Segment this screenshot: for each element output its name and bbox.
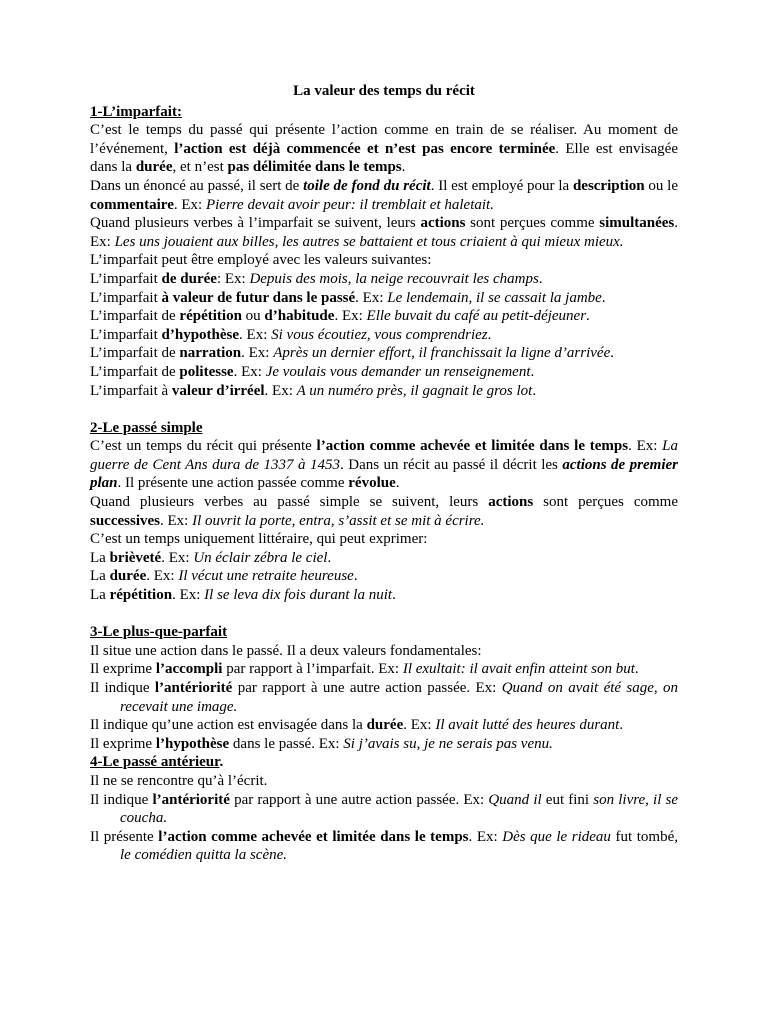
text-run: . Il est employé pour la xyxy=(430,177,573,194)
text-run: . xyxy=(532,382,537,399)
text-run: . Ex: xyxy=(403,717,436,734)
text-run: Il exprime xyxy=(90,735,156,752)
emphasis-text: révolue xyxy=(348,475,396,492)
example-line xyxy=(90,326,678,345)
text-run: Quand plusieurs verbes au passé simple se suivent, leurs xyxy=(90,494,489,511)
text-run: . Ex: xyxy=(334,308,367,325)
paragraph xyxy=(90,530,678,549)
section-heading xyxy=(90,103,678,122)
example-text: Quand il xyxy=(488,791,542,808)
emphasis-text: l’hypothèse xyxy=(155,735,230,752)
example-text: Pierre devait avoir peur: il tremblait et haletait. xyxy=(205,196,494,213)
text-run: . Il présente une action passée comme xyxy=(117,475,349,492)
text-run: par rapport à l’imparfait. Ex: xyxy=(222,661,403,678)
text-run: . Ex: xyxy=(161,549,194,566)
emphasis-text: description xyxy=(572,177,645,194)
example-text: A un numéro près, il gagnait le gros lot xyxy=(296,382,533,399)
emphasis-text: actions xyxy=(488,494,534,511)
paragraph xyxy=(90,493,678,530)
text-run: L’imparfait de xyxy=(90,308,180,325)
example-line xyxy=(90,586,678,605)
paragraph xyxy=(90,121,678,177)
emphasis-text: l’antériorité xyxy=(154,680,233,696)
example-text: Un éclair zébra le ciel xyxy=(193,549,328,566)
emphasis-text: successives xyxy=(90,512,160,529)
emphasis-text: simultanées xyxy=(599,215,675,232)
example-line xyxy=(90,549,678,568)
text-run: . Ex: xyxy=(468,828,503,845)
example-line xyxy=(90,567,678,586)
example-text: Il ouvrit la porte, entra, s’assit et se mit à écrire. xyxy=(192,512,485,529)
example-line xyxy=(90,791,678,828)
text-run: . Ex: xyxy=(173,196,206,213)
example-text: Depuis des mois, la neige recouvrait les champs xyxy=(249,270,539,287)
text-run: fut tombé xyxy=(610,828,675,845)
text-run: . Ex: xyxy=(241,345,274,362)
text-run: ou xyxy=(241,308,265,325)
example-text: , le comédien quitta la scène. xyxy=(120,828,678,864)
text-run: . xyxy=(538,270,543,287)
text-run: eut fini xyxy=(541,791,594,808)
example-text: Les uns jouaient aux billes, les autres se battaient et tous criaient à qui mieux mieux. xyxy=(114,233,624,250)
emphasis-text: narration xyxy=(179,345,242,362)
section-spacer xyxy=(90,400,678,419)
text-run: L’imparfait xyxy=(90,289,162,306)
text-run: . Ex: xyxy=(233,363,266,380)
example-line xyxy=(90,679,678,716)
text-run: L’imparfait de xyxy=(90,345,180,362)
text-run: . xyxy=(327,549,332,566)
emphasis-text: commentaire xyxy=(90,196,174,213)
example-text: Il exultait: il avait enfin atteint son but xyxy=(402,661,635,678)
text-run: . Ex: xyxy=(172,587,205,604)
section-heading-text: 1-L’imparfait: xyxy=(90,103,182,120)
text-run: . Ex: xyxy=(239,326,272,343)
emphasis-text: pas délimitée dans le temps xyxy=(227,159,402,176)
section-heading xyxy=(90,419,678,438)
example-text: Je voulais vous demander un renseignement xyxy=(265,363,531,380)
example-line xyxy=(90,716,678,735)
text-run: L’imparfait à xyxy=(90,382,172,399)
text-run: C’est le temps du passé qui présente l’action comme en train de se réaliser. Au moment de l’événement, xyxy=(90,122,678,157)
emphasis-text: l’accompli xyxy=(155,661,223,678)
emphasis-text: l’action comme achevée et limitée dans le temps xyxy=(316,438,629,455)
example-text: Le lendemain, il se cassait la jambe xyxy=(387,289,602,306)
emphasis-text: durée xyxy=(366,717,404,734)
text-run: . xyxy=(619,717,624,734)
text-run: . Ex: xyxy=(628,438,663,455)
text-run: L’imparfait xyxy=(90,326,162,343)
example-line xyxy=(90,344,678,363)
emphasis-text: durée xyxy=(109,568,147,585)
emphasis-text: durée xyxy=(135,159,173,176)
section-heading-text: 3-Le plus-que-parfait xyxy=(90,624,228,641)
example-text: Il se leva dix fois durant la nuit xyxy=(204,587,393,604)
text-run: . Ex: xyxy=(160,512,193,529)
example-text: son livre, il se coucha. xyxy=(120,791,679,827)
text-run: L’imparfait xyxy=(90,270,162,287)
emphasis-text: d’hypothèse xyxy=(161,326,240,343)
text-run: sont perçues comme xyxy=(465,215,600,232)
example-text: Il vécut une retraite heureuse xyxy=(178,568,354,585)
text-run: . xyxy=(610,345,614,362)
text-run: , et n’est xyxy=(172,159,228,176)
text-run: Il indique qu’une action est envisagée dans la xyxy=(90,717,367,734)
emphasis-text: de durée xyxy=(161,270,217,287)
text-run: Il ne se rencontre qu’à l’écrit. xyxy=(90,772,268,789)
example-line xyxy=(90,270,678,289)
example-line xyxy=(90,382,678,401)
text-run: par rapport à une autre action passée. Ex: xyxy=(232,680,502,696)
emphasis-text: l’action comme achevée et limitée dans le temps xyxy=(158,828,469,845)
example-line xyxy=(90,735,678,754)
text-run: C’est un temps du récit qui présente xyxy=(90,438,317,455)
emphasis-text: répétition xyxy=(109,587,173,604)
text-run: Il situe une action dans le passé. Il a deux valeurs fondamentales: xyxy=(90,642,482,659)
emphasis-text: à valeur de futur dans le passé xyxy=(161,289,356,306)
text-run: . xyxy=(601,289,606,306)
example-text: Il avait lutté des heures durant xyxy=(435,717,620,734)
example-text: La guerre de Cent Ans dura de 1337 à 1453 xyxy=(90,438,678,473)
emphasis-text: valeur d’irréel xyxy=(171,382,265,399)
text-run: : Ex: xyxy=(216,270,250,287)
text-run: par rapport à une autre action passée. Ex: xyxy=(229,791,489,808)
text-run: . xyxy=(634,661,639,678)
text-run: C’est un temps uniquement littéraire, qui peut exprimer: xyxy=(90,531,428,548)
text-run: La xyxy=(90,549,110,566)
section-spacer xyxy=(90,605,678,624)
text-run: Dans un énoncé au passé, il sert de xyxy=(90,177,304,194)
text-run: La xyxy=(90,568,110,585)
text-run: . xyxy=(401,159,406,176)
example-line xyxy=(90,828,678,865)
text-run: Quand plusieurs verbes à l’imparfait se suivent, leurs xyxy=(90,215,421,232)
text-run: Il exprime xyxy=(90,661,156,678)
paragraph xyxy=(90,214,678,251)
text-run: . Ex: xyxy=(146,568,179,585)
example-line xyxy=(90,307,678,326)
text-run: . Ex: xyxy=(90,215,678,250)
example-text: Si j’avais su, je ne serais pas venu. xyxy=(343,735,553,752)
example-line xyxy=(90,363,678,382)
document-body xyxy=(90,103,678,865)
text-run: . xyxy=(586,308,590,325)
emphasis-text: répétition xyxy=(179,308,242,325)
emphasis-text: brièveté xyxy=(109,549,162,566)
text-run: . xyxy=(392,587,396,604)
emphasis-text: d’habitude xyxy=(264,308,335,325)
example-text: Dès que le rideau xyxy=(502,828,611,845)
document-title: La valeur des temps du récit xyxy=(293,83,475,99)
emphasis-text: actions de premier plan xyxy=(90,456,678,492)
example-text: Si vous écoutiez, vous comprendriez xyxy=(271,326,488,343)
example-text: Elle buvait du café au petit-déjeuner xyxy=(366,308,587,325)
text-run: dans le passé. Ex: xyxy=(229,735,344,752)
emphasis-text: politesse xyxy=(179,363,234,380)
section-heading-text: 2-Le passé simple xyxy=(90,419,203,436)
text-run: . xyxy=(487,326,492,343)
emphasis-text: actions xyxy=(420,215,466,232)
section-heading-text: 4-Le passé antérieur xyxy=(90,754,220,771)
example-text: Quand on avait été sage, on recevait une image. xyxy=(120,680,679,715)
text-run: . xyxy=(530,363,535,380)
paragraph xyxy=(90,177,678,214)
text-run: Il indique xyxy=(90,791,153,808)
text-run: La xyxy=(90,587,110,604)
paragraph xyxy=(90,251,678,270)
emphasis-text: toile de fond du récit xyxy=(303,177,431,194)
text-run: . Ex: xyxy=(264,382,297,399)
text-run: L’imparfait de xyxy=(90,363,180,380)
text-run: Il présente xyxy=(90,828,159,845)
example-text: Après un dernier effort, il franchissait la ligne d’arrivée xyxy=(273,345,611,362)
emphasis-text: l’action est déjà commencée et n’est pas encore terminée xyxy=(174,140,556,157)
text-run: L’imparfait peut être employé avec les valeurs suivantes: xyxy=(90,252,432,269)
example-line xyxy=(90,289,678,308)
text-run: sont perçues comme xyxy=(533,494,678,511)
paragraph xyxy=(90,642,678,661)
emphasis-text: l’antériorité xyxy=(152,791,230,808)
section-heading-suffix: . xyxy=(219,754,224,771)
text-run: . xyxy=(395,475,400,492)
example-line xyxy=(90,660,678,679)
text-run: ou le xyxy=(644,177,678,194)
paragraph xyxy=(90,772,678,791)
section-heading xyxy=(90,623,678,642)
text-run: . Elle est envisagée dans la xyxy=(90,140,678,176)
text-run: . xyxy=(353,568,358,585)
text-run: . Ex: xyxy=(355,289,388,306)
text-run: . Dans un récit au passé il décrit les xyxy=(340,456,563,473)
section-heading xyxy=(90,753,678,772)
paragraph xyxy=(90,437,678,493)
text-run: Il indique xyxy=(90,680,155,696)
